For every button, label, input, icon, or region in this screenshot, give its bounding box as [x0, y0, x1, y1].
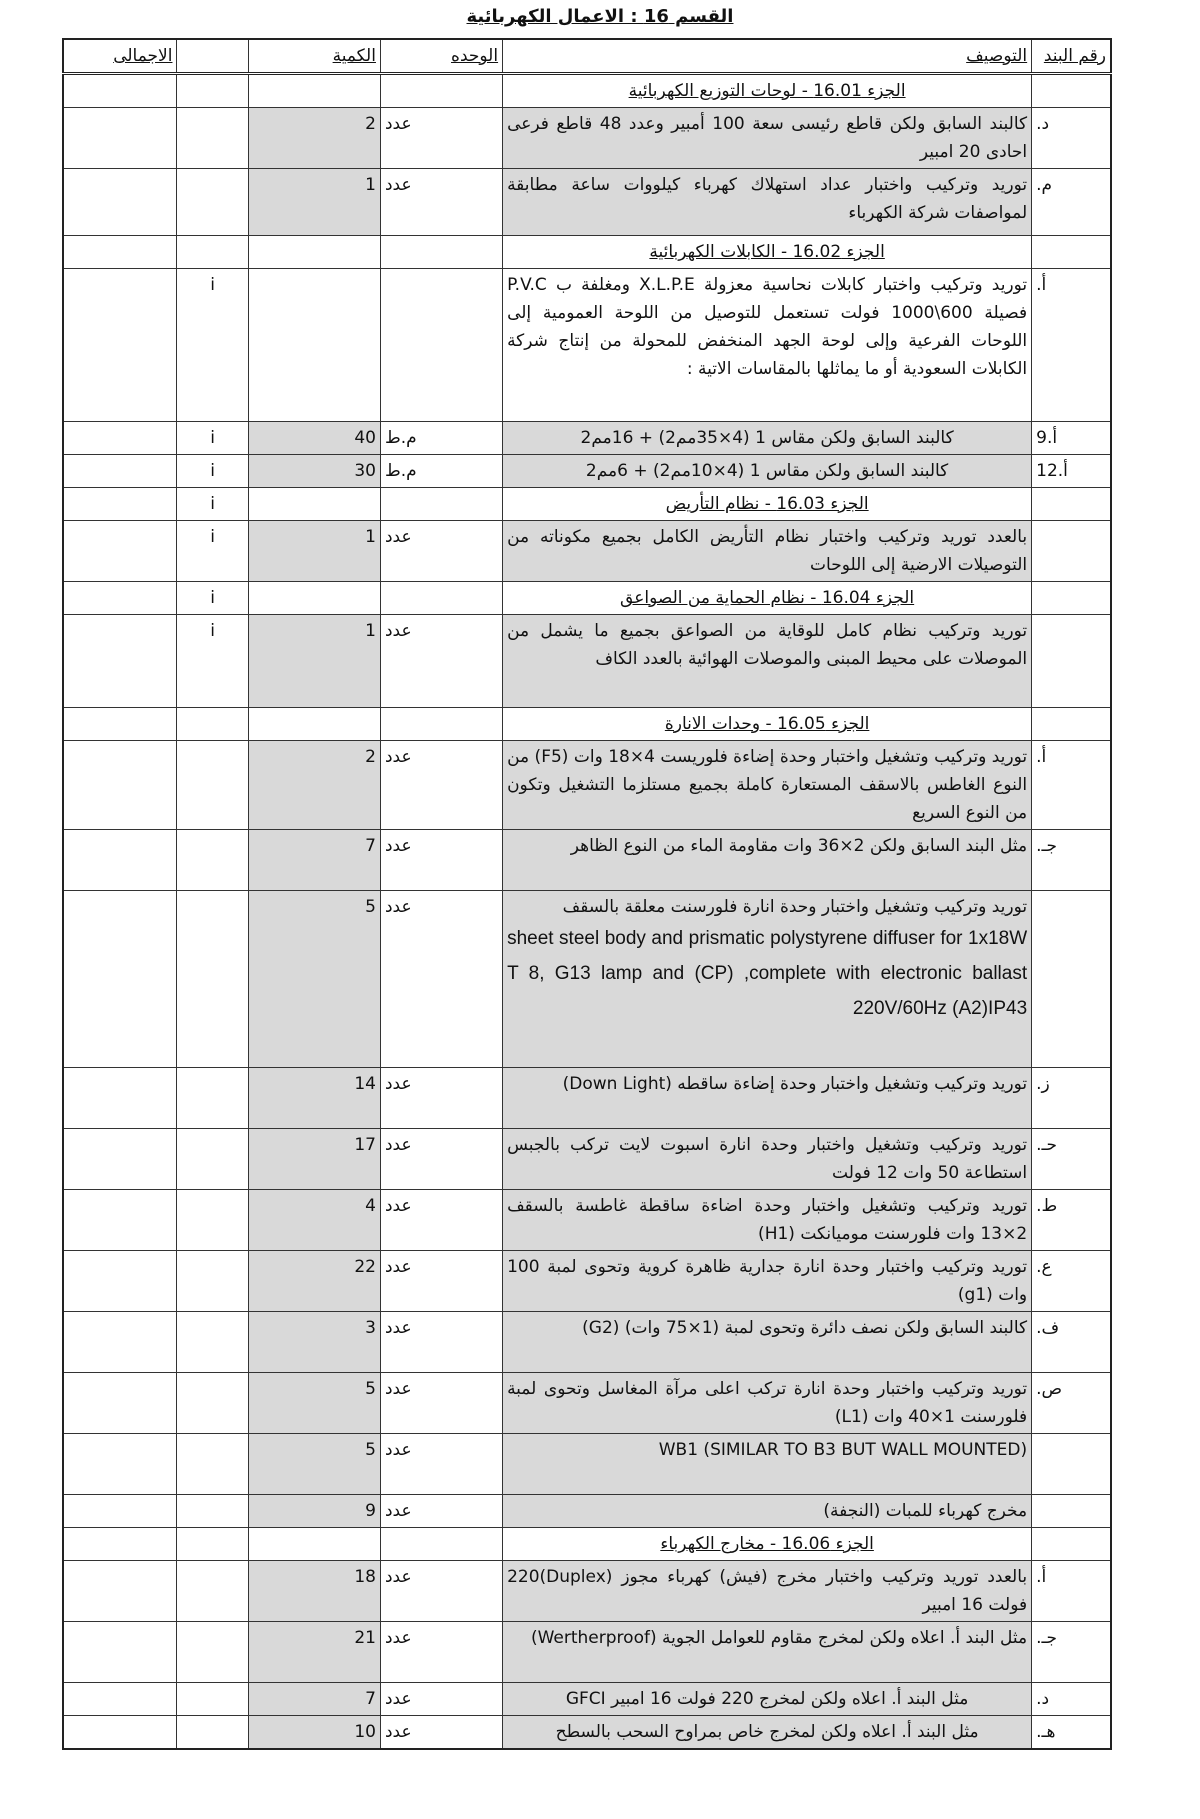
table-row [63, 1251, 1111, 1312]
unit-cell [380, 236, 502, 269]
mark-cell [177, 1190, 248, 1251]
description-cell [503, 1434, 1032, 1495]
mark-cell: i [177, 455, 248, 488]
table-row [63, 830, 1111, 891]
header-blank [177, 39, 248, 74]
unit-cell [380, 269, 502, 422]
description-cell [503, 108, 1032, 169]
item-cell [1032, 488, 1111, 521]
mark-cell [177, 1251, 248, 1312]
description-cell [503, 1129, 1032, 1190]
unit-cell: عدد [380, 1683, 502, 1716]
description-cell [503, 1495, 1032, 1528]
item-number: ع. [1032, 1251, 1111, 1312]
description-text: مخرج كهرباء للمبات (النجفة) [823, 1501, 1028, 1521]
item-number: د. [1032, 1683, 1111, 1716]
unit-cell: عدد [380, 169, 502, 236]
description-text: (SIMILAR TO B3 BUT WALL MOUNTED) WB1 [658, 1440, 1028, 1460]
mark-cell [177, 830, 248, 891]
mark-cell [177, 1716, 248, 1750]
mark-cell [177, 1373, 248, 1434]
description-text: توريد وتركيب وتشغيل واختبار وحدة انارة فلورسنت معلقة بالسقف [562, 897, 1028, 917]
mark-cell [177, 1528, 248, 1561]
total-cell [63, 1528, 177, 1561]
bill-of-quantities-table [62, 38, 1112, 1750]
description-cell [503, 1561, 1032, 1622]
header-unit: الوحده [380, 39, 502, 74]
total-cell [63, 1129, 177, 1190]
item-number: جـ. [1032, 1622, 1111, 1683]
unit-cell: عدد [380, 1434, 502, 1495]
mark-cell: i [177, 615, 248, 708]
unit-cell [380, 488, 502, 521]
unit-cell: م.ط [380, 455, 502, 488]
item-number: أ. [1032, 1561, 1111, 1622]
quantity-cell: 18 [248, 1561, 380, 1622]
quantity-cell [248, 708, 380, 741]
total-cell [63, 1251, 177, 1312]
description-text: توريد وتركيب واختبار كابلات نحاسية معزولة X.L.P.E ومغلفة ب P.V.C فصيلة 600\1000 فولت تستعمل للتوصيل من اللوحة العمومية إلى اللوحات الفرعية وإلى لوحة الجهد المنخفض للمحولة من إنتاج شركة الكابلات السعودية أو ما يماثلها بالمقاسات الاتية : [507, 275, 1028, 379]
total-cell [63, 1622, 177, 1683]
description-text: مثل البند أ. اعلاه ولكن لمخرج 220 فولت 16 امبير GFCI [565, 1689, 969, 1709]
description-text: بالعدد توريد وتركيب واختبار مخرج (فيش) كهرباء مجوز (Duplex)220 فولت 16 امبير [507, 1567, 1028, 1615]
total-cell [63, 830, 177, 891]
total-cell [63, 1561, 177, 1622]
mark-cell: i [177, 488, 248, 521]
description-cell [503, 891, 1032, 1068]
description-cell [503, 1683, 1032, 1716]
description-text: توريد وتركيب وتشغيل واختبار وحدة اضاءة ساقطة غاطسة بالسقف 2×13 وات فلورسنت موميانكت (H1) [507, 1196, 1028, 1244]
header-row [63, 39, 1111, 74]
mark-cell [177, 1683, 248, 1716]
section-row [63, 236, 1111, 269]
unit-cell: عدد [380, 1373, 502, 1434]
description-cell [503, 1251, 1032, 1312]
description-text: توريد وتركيب واختبار عداد استهلاك كهرباء كيلووات ساعة مطابقة لمواصفات شركة الكهرباء [507, 175, 1028, 223]
total-cell [63, 455, 177, 488]
total-cell [63, 269, 177, 422]
item-number: هـ. [1032, 1716, 1111, 1750]
table-row [63, 1190, 1111, 1251]
item-number: جـ. [1032, 830, 1111, 891]
item-number: ط. [1032, 1190, 1111, 1251]
unit-cell: عدد [380, 1495, 502, 1528]
description-cell [503, 455, 1032, 488]
description-cell [503, 1373, 1032, 1434]
item-number: أ.12 [1032, 455, 1111, 488]
section-heading: الجزء 16.01 - لوحات التوزيع الكهربائية [503, 74, 1032, 108]
quantity-cell: 40 [248, 422, 380, 455]
header-description: التوصيف [503, 39, 1032, 74]
total-cell [63, 1190, 177, 1251]
unit-cell: عدد [380, 615, 502, 708]
mark-cell: i [177, 422, 248, 455]
quantity-cell [248, 488, 380, 521]
section-heading: الجزء 16.05 - وحدات الانارة [503, 708, 1032, 741]
total-cell [63, 488, 177, 521]
item-number: ص. [1032, 1373, 1111, 1434]
item-number [1032, 615, 1111, 708]
quantity-cell: 10 [248, 1716, 380, 1750]
description-cell [503, 1190, 1032, 1251]
header-total: الاجمالى [63, 39, 177, 74]
table-row [63, 269, 1111, 422]
section-heading: الجزء 16.02 - الكابلات الكهربائية [503, 236, 1032, 269]
table-row [63, 1495, 1111, 1528]
mark-cell [177, 1622, 248, 1683]
total-cell [63, 1683, 177, 1716]
item-number: حـ. [1032, 1129, 1111, 1190]
description-cell [503, 269, 1032, 422]
unit-cell: عدد [380, 1068, 502, 1129]
total-cell [63, 236, 177, 269]
quantity-cell: 30 [248, 455, 380, 488]
mark-cell: i [177, 269, 248, 422]
unit-cell: عدد [380, 1312, 502, 1373]
item-cell [1032, 1528, 1111, 1561]
quantity-cell: 5 [248, 1373, 380, 1434]
unit-cell: عدد [380, 741, 502, 830]
description-cell [503, 1312, 1032, 1373]
mark-cell [177, 169, 248, 236]
mark-cell [177, 236, 248, 269]
unit-cell: عدد [380, 1716, 502, 1750]
section-row [63, 708, 1111, 741]
total-cell [63, 74, 177, 108]
table-body [63, 74, 1111, 1750]
quantity-cell: 1 [248, 615, 380, 708]
header-item-number: رقم البند [1032, 39, 1111, 74]
mark-cell [177, 108, 248, 169]
description-cell [503, 169, 1032, 236]
table-row [63, 891, 1111, 1068]
description-text: توريد وتركيب واختبار وحدة انارة تركب اعلى مرآة المغاسل وتحوى لمبة فلورسنت 1×40 وات (L1) [507, 1379, 1028, 1427]
quantity-cell: 17 [248, 1129, 380, 1190]
item-number [1032, 521, 1111, 582]
section-heading: الجزء 16.04 - نظام الحماية من الصواعق [503, 582, 1032, 615]
item-number: د. [1032, 108, 1111, 169]
table-row [63, 1683, 1111, 1716]
unit-cell: عدد [380, 108, 502, 169]
description-text: توريد وتركيب نظام كامل للوقاية من الصواعق بجميع ما يشمل من الموصلات على محيط المبنى والموصلات الهوائية بالعدد الكاف [507, 621, 1028, 669]
quantity-cell: 7 [248, 830, 380, 891]
unit-cell: عدد [380, 1129, 502, 1190]
description-text: كالبند السابق ولكن مقاس 1 (4×10مم2) + 6مم2 [585, 461, 949, 481]
description-cell [503, 422, 1032, 455]
quantity-cell: 5 [248, 1434, 380, 1495]
quantity-cell [248, 236, 380, 269]
description-text: بالعدد توريد وتركيب واختبار نظام التأريض الكامل بجميع مكوناته من التوصيلات الارضية إلى اللوحات [507, 527, 1028, 575]
quantity-cell: 4 [248, 1190, 380, 1251]
total-cell [63, 1312, 177, 1373]
table-row [63, 1312, 1111, 1373]
total-cell [63, 422, 177, 455]
item-number: أ.9 [1032, 422, 1111, 455]
quantity-cell: 22 [248, 1251, 380, 1312]
table-row [63, 1129, 1111, 1190]
total-cell [63, 1373, 177, 1434]
section-heading: الجزء 16.06 - مخارج الكهرباء [503, 1528, 1032, 1561]
table-row [63, 1622, 1111, 1683]
table-row [63, 108, 1111, 169]
total-cell [63, 741, 177, 830]
description-cell [503, 1716, 1032, 1750]
section-row [63, 488, 1111, 521]
unit-cell: م.ط [380, 422, 502, 455]
description-english: sheet steel body and prismatic polystyrene diffuser for 1x18W T 8, G13 lamp and (CP) ,complete with electronic ballast 220V/60Hz (A2)IP43 [507, 928, 1028, 1019]
quantity-cell: 7 [248, 1683, 380, 1716]
item-number [1032, 891, 1111, 1068]
description-cell [503, 1068, 1032, 1129]
item-number: أ. [1032, 741, 1111, 830]
table-row [63, 615, 1111, 708]
table-row [63, 1068, 1111, 1129]
section-heading: الجزء 16.03 - نظام التأريض [503, 488, 1032, 521]
unit-cell: عدد [380, 1190, 502, 1251]
description-text: توريد وتركيب وتشغيل واختبار وحدة انارة اسبوت لايت تركب بالجبس استطاعة 50 وات 12 فولت [507, 1135, 1028, 1183]
total-cell [63, 108, 177, 169]
mark-cell: i [177, 582, 248, 615]
mark-cell [177, 74, 248, 108]
table-row [63, 1716, 1111, 1750]
quantity-cell: 2 [248, 108, 380, 169]
total-cell [63, 891, 177, 1068]
description-cell [503, 615, 1032, 708]
quantity-cell: 3 [248, 1312, 380, 1373]
item-number: ز. [1032, 1068, 1111, 1129]
item-cell [1032, 708, 1111, 741]
unit-cell: عدد [380, 1251, 502, 1312]
description-text: توريد وتركيب واختبار وحدة انارة جدارية ظاهرة كروية وتحوى لمبة 100 وات (g1) [507, 1257, 1028, 1305]
mark-cell [177, 1312, 248, 1373]
description-cell [503, 830, 1032, 891]
unit-cell: عدد [380, 891, 502, 1068]
table-row [63, 741, 1111, 830]
unit-cell [380, 1528, 502, 1561]
mark-cell [177, 1068, 248, 1129]
mark-cell [177, 1129, 248, 1190]
item-cell [1032, 582, 1111, 615]
total-cell [63, 708, 177, 741]
quantity-cell: 2 [248, 741, 380, 830]
quantity-cell: 14 [248, 1068, 380, 1129]
description-text: كالبند السابق ولكن قاطع رئيسى سعة 100 أمبير وعدد 48 قاطع فرعى احادى 20 امبير [507, 114, 1028, 162]
mark-cell [177, 1561, 248, 1622]
description-text: مثل البند أ. اعلاه ولكن لمخرج مقاوم للعوامل الجوية (Wertherproof) [530, 1628, 1028, 1648]
section-row [63, 1528, 1111, 1561]
total-cell [63, 1495, 177, 1528]
item-number: ف. [1032, 1312, 1111, 1373]
description-cell [503, 741, 1032, 830]
item-number [1032, 1495, 1111, 1528]
total-cell [63, 1716, 177, 1750]
mark-cell [177, 708, 248, 741]
unit-cell [380, 582, 502, 615]
quantity-cell [248, 582, 380, 615]
mark-cell [177, 891, 248, 1068]
total-cell [63, 1434, 177, 1495]
section-row [63, 582, 1111, 615]
mark-cell [177, 1495, 248, 1528]
item-number [1032, 1434, 1111, 1495]
mark-cell [177, 741, 248, 830]
section-row [63, 74, 1111, 108]
total-cell [63, 1068, 177, 1129]
unit-cell: عدد [380, 521, 502, 582]
item-number: أ. [1032, 269, 1111, 422]
table-row [63, 1434, 1111, 1495]
description-text: توريد وتركيب وتشغيل واختبار وحدة إضاءة فلوريست 4×18 وات (F5) من النوع الغاطس بالاسقف المستعارة كاملة بجميع مستلزما التشغيل وتكون من النوع السريع [507, 747, 1028, 823]
table-row [63, 455, 1111, 488]
table-row [63, 1373, 1111, 1434]
total-cell [63, 521, 177, 582]
unit-cell: عدد [380, 830, 502, 891]
description-cell [503, 1622, 1032, 1683]
quantity-cell: 5 [248, 891, 380, 1068]
item-cell [1032, 236, 1111, 269]
quantity-cell: 1 [248, 169, 380, 236]
description-cell [503, 521, 1032, 582]
table-row [63, 1561, 1111, 1622]
header-quantity: الكمية [248, 39, 380, 74]
description-text: كالبند السابق ولكن مقاس 1 (4×35مم2) + 16مم2 [580, 428, 954, 448]
unit-cell [380, 74, 502, 108]
quantity-cell: 1 [248, 521, 380, 582]
description-text: مثل البند السابق ولكن 2×36 وات مقاومة الماء من النوع الظاهر [570, 836, 1028, 856]
section-title: القسم 16 : الاعمال الكهربائية [466, 6, 734, 27]
quantity-cell: 21 [248, 1622, 380, 1683]
mark-cell [177, 1434, 248, 1495]
item-number: م. [1032, 169, 1111, 236]
total-cell [63, 615, 177, 708]
item-cell [1032, 74, 1111, 108]
description-text: مثل البند أ. اعلاه ولكن لمخرج خاص بمراوح السحب بالسطح [555, 1722, 979, 1742]
total-cell [63, 169, 177, 236]
unit-cell: عدد [380, 1561, 502, 1622]
quantity-cell [248, 74, 380, 108]
mark-cell: i [177, 521, 248, 582]
table-row [63, 422, 1111, 455]
table-row [63, 521, 1111, 582]
quantity-cell: 9 [248, 1495, 380, 1528]
quantity-cell [248, 269, 380, 422]
table-row [63, 169, 1111, 236]
description-text: كالبند السابق ولكن نصف دائرة وتحوى لمبة (1×75 وات) (G2) [582, 1318, 1028, 1338]
unit-cell: عدد [380, 1622, 502, 1683]
quantity-cell [248, 1528, 380, 1561]
description-text: توريد وتركيب وتشغيل واختبار وحدة إضاءة ساقطه (Down Light) [562, 1074, 1028, 1094]
total-cell [63, 582, 177, 615]
unit-cell [380, 708, 502, 741]
